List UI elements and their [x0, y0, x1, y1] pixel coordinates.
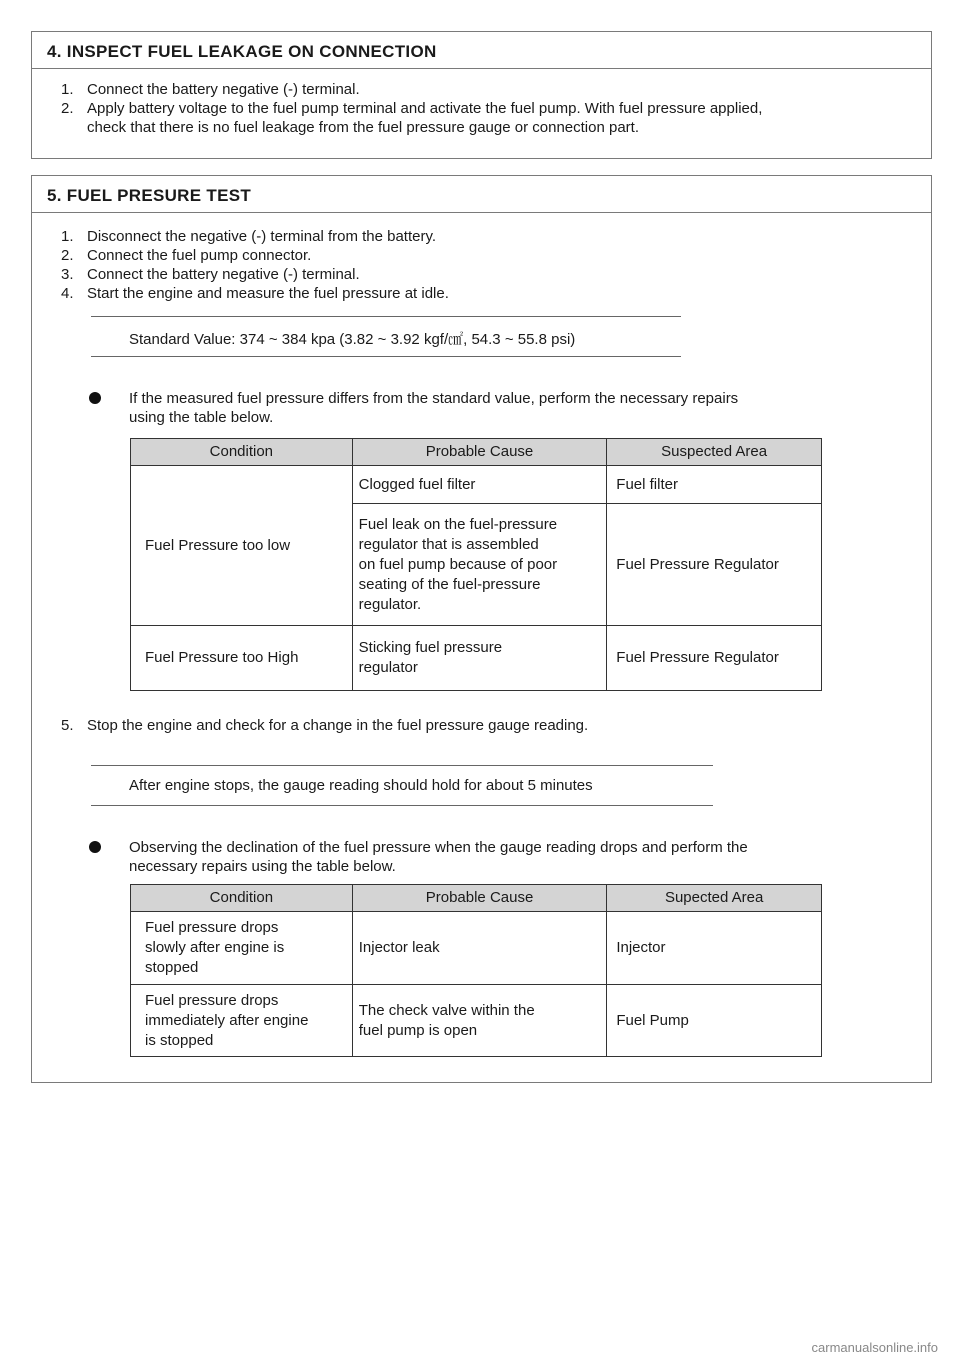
bullet-icon [89, 841, 101, 853]
column-header: Condition [131, 439, 353, 466]
section-title: 5. FUEL PRESURE TEST [47, 186, 252, 205]
area-cell: Fuel filter [607, 466, 822, 504]
area-cell: Fuel Pressure Regulator [607, 626, 822, 691]
bullet-icon [89, 392, 101, 404]
step-list [61, 716, 861, 735]
step-item: 2. Apply battery voltage to the fuel pump terminal and activate the fuel pump. With fuel pressure applied, check that there is no fuel leakage from the fuel pressure gauge or connection part. [61, 100, 763, 136]
section-fuel-pressure-test [31, 175, 932, 1083]
condition-cell: Fuel pressure drops slowly after engine is stopped [131, 912, 353, 985]
pressure-drop-table [130, 884, 822, 1057]
section-header [32, 32, 931, 69]
column-header: Supected Area [607, 885, 822, 912]
column-header: Suspected Area [607, 439, 822, 466]
divider [91, 316, 681, 317]
column-header: Probable Cause [352, 439, 607, 466]
table-row [131, 626, 822, 691]
bullet-note: Observing the declination of the fuel pressure when the gauge reading drops and perform the necessary repairs using the table below. [129, 839, 748, 875]
column-header: Condition [131, 885, 353, 912]
area-cell: Fuel Pressure Regulator [607, 504, 822, 626]
footer-watermark: carmanualsonline.info [811, 1340, 938, 1355]
divider [91, 356, 681, 357]
section-header [32, 176, 931, 213]
column-header: Probable Cause [352, 885, 607, 912]
section-title: 4. INSPECT FUEL LEAKAGE ON CONNECTION [47, 42, 437, 61]
area-cell: Injector [607, 912, 822, 985]
fuel-pressure-condition-table [130, 438, 822, 691]
cause-cell: Sticking fuel pressure regulator [352, 626, 607, 691]
divider [91, 765, 713, 766]
step-item: 4. Start the engine and measure the fuel pressure at idle. [61, 285, 449, 302]
table-row [131, 985, 822, 1057]
cause-cell: Injector leak [352, 912, 607, 985]
table-row [131, 912, 822, 985]
section-inspect-fuel-leakage [31, 31, 932, 159]
step-item: 1. Disconnect the negative (-) terminal from the battery. [61, 228, 437, 245]
step-list [61, 80, 911, 137]
area-cell: Fuel Pump [607, 985, 822, 1057]
step-item: 5. Stop the engine and check for a change in the fuel pressure gauge reading. [61, 717, 589, 734]
cause-cell: Clogged fuel filter [352, 466, 607, 504]
gauge-hold-note: After engine stops, the gauge reading should hold for about 5 minutes [129, 777, 593, 794]
condition-cell: Fuel Pressure too High [131, 626, 353, 691]
table-row [131, 466, 822, 504]
bullet-note: If the measured fuel pressure differs from the standard value, perform the necessary repairs using the table below. [129, 390, 739, 426]
cause-cell: The check valve within the fuel pump is open [352, 985, 607, 1057]
divider [91, 805, 713, 806]
condition-cell: Fuel Pressure too low [131, 466, 353, 626]
table-header-row [131, 885, 822, 912]
step-list [61, 227, 861, 303]
table-header-row [131, 439, 822, 466]
step-item: 2. Connect the fuel pump connector. [61, 247, 312, 264]
step-item: 1. Connect the battery negative (-) terminal. [61, 81, 360, 98]
cause-cell: Fuel leak on the fuel-pressure regulator that is assembled on fuel pump because of poor seating of the fuel-pressure regulator. [352, 504, 607, 626]
step-item: 3. Connect the battery negative (-) terminal. [61, 266, 360, 283]
standard-value: Standard Value: 374 ~ 384 kpa (3.82 ~ 3.92 kgf/㎠, 54.3 ~ 55.8 psi) [129, 331, 576, 348]
condition-cell: Fuel pressure drops immediately after engine is stopped [131, 985, 353, 1057]
